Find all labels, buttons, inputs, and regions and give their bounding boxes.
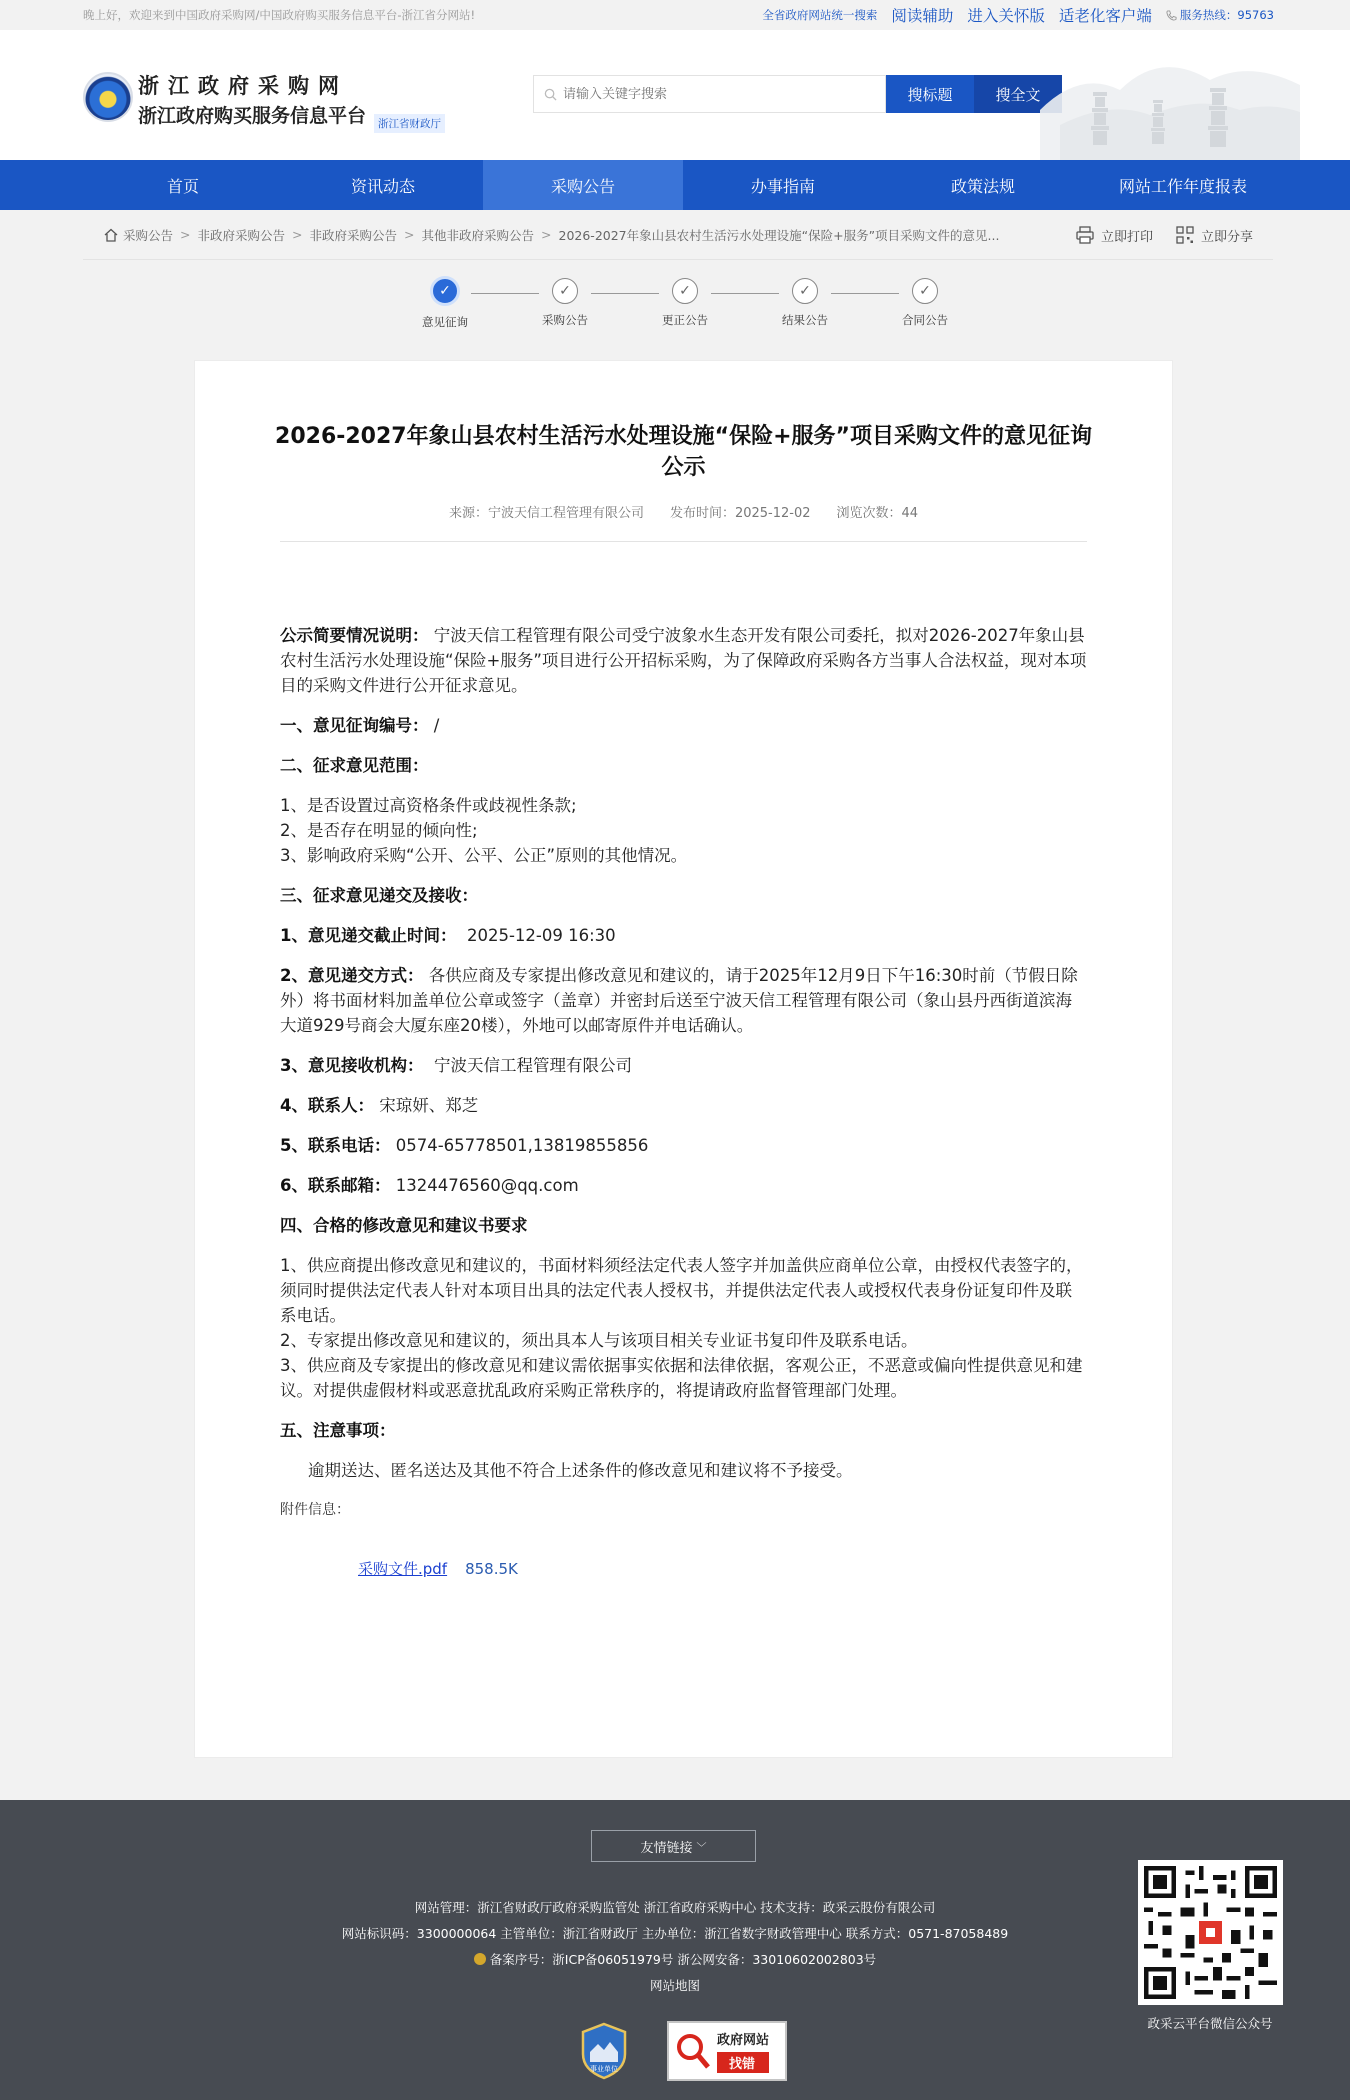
step-procurement-notice[interactable] <box>539 278 591 328</box>
search-fulltext-button[interactable]: 搜全文 <box>974 75 1062 113</box>
section-submission-heading <box>280 883 1087 908</box>
list-item: 2、是否存在明显的倾向性; <box>280 821 478 840</box>
footer-site-id-line: 网站标识码：3300000064 主管单位：浙江省财政厅 主办单位：浙江省数字财政管理中心 联系方式：0571-87058489 <box>341 1926 1009 1941</box>
breadcrumb-item[interactable]: 非政府采购公告 <box>309 227 398 243</box>
search-icon <box>544 88 557 101</box>
search-box <box>533 75 886 113</box>
receiving-org-value: 宁波天信工程管理有限公司 <box>433 1056 632 1075</box>
printer-icon <box>1075 225 1095 245</box>
top-links <box>762 4 1274 26</box>
friend-links-dropdown[interactable] <box>591 1830 756 1862</box>
article-card <box>194 360 1173 1758</box>
article-views: 浏览次数：44 <box>836 506 919 521</box>
step-label: 合同公告 <box>902 313 948 327</box>
badge-text: 事业单位 <box>590 2065 618 2073</box>
attachment-row <box>358 1557 1087 1582</box>
sitemap-link[interactable]: 网站地图 <box>649 1978 700 1993</box>
pagoda-landscape-decoration <box>1040 30 1300 160</box>
search-input[interactable] <box>563 87 863 102</box>
print-button[interactable] <box>1075 225 1153 245</box>
public-institution-badge[interactable] <box>580 2022 628 2080</box>
step-result-notice[interactable] <box>779 278 831 328</box>
step-correction-notice[interactable] <box>659 278 711 328</box>
list-item: 1、供应商提出修改意见和建议的，书面材料须经法定代表人签字并加盖供应商单位公章，由授权代表签字的，须同时提供法定代表人针对本项目出具的法定代表人授权书，并提供法定代表人或授权代表身份证复印件及联系电话。 <box>280 1256 1083 1325</box>
nav-home[interactable]: 首页 <box>166 176 199 196</box>
care-version-link[interactable]: 进入关怀版 <box>967 7 1045 25</box>
footer-record-text[interactable]: 备案序号：浙ICP备06051979号 浙公网安备：33010602002803号 <box>489 1952 877 1967</box>
find-error-label: 找错 <box>717 2052 769 2073</box>
wechat-qr-code <box>1138 1860 1283 2005</box>
site-name-line2: 浙江政府购买服务信息平台 <box>138 105 367 127</box>
summary-text: 宁波天信工程管理有限公司受宁波象水生态开发有限公司委托，拟对2026-2027年象山县农村生活污水处理设施“保险+服务”项目进行公开招标采购，为了保障政府采购各方当事人合法权益，现对本项目的采购文件进行公开征求意见。 <box>280 626 1087 695</box>
check-icon: ✓ <box>912 278 938 304</box>
list-item: 2、专家提出修改意见和建议的，须出具本人与该项目相关专业证书复印件及联系电话。 <box>280 1331 918 1350</box>
step-label: 更正公告 <box>662 313 708 327</box>
breadcrumb-item[interactable]: 采购公告 <box>123 227 174 243</box>
breadcrumb-item[interactable]: 非政府采购公告 <box>197 227 286 243</box>
step-label: 意见征询 <box>422 315 468 329</box>
section-heading: 五、注意事项： <box>280 1421 396 1440</box>
magnifier-icon <box>675 2031 711 2071</box>
section-heading: 二、征求意见范围： <box>280 756 429 775</box>
section-heading: 三、征求意见递交及接收： <box>280 886 478 905</box>
nav-procurement-notices[interactable]: 采购公告 <box>483 160 683 210</box>
article-publish-time: 发布时间：2025-12-02 <box>669 506 811 521</box>
nav-annual-report[interactable]: 网站工作年度报表 <box>1118 176 1247 196</box>
hotline <box>1166 7 1274 23</box>
site-name[interactable] <box>138 70 366 128</box>
emblem-icon <box>474 1953 486 1965</box>
list-item: 3、供应商及专家提出的修改意见和建议需依据事实依据和法律依据，客观公正，不恶意或偏向性提供意见和建议。对提供虚假材料或恶意扰乱政府采购正常秩序的，将提请政府监督管理部门处理。 <box>280 1356 1083 1400</box>
submission-method-row <box>280 963 1087 1038</box>
field-label: 5、联系电话： <box>280 1136 391 1155</box>
consultation-number: / <box>433 716 440 735</box>
province-search-link[interactable]: 全省政府网站统一搜索 <box>762 8 878 22</box>
deadline-row <box>280 923 1087 948</box>
field-label: 3、意见接收机构： <box>280 1056 424 1075</box>
receiving-org-row <box>280 1053 1087 1078</box>
attachment-label: 附件信息： <box>280 1502 350 1518</box>
qr-caption: 政采云平台微信公众号 <box>1147 2016 1273 2031</box>
nav-policies[interactable]: 政策法规 <box>950 176 1015 196</box>
phone-value: 0574-65778501,13819855856 <box>395 1136 649 1155</box>
contact-value: 宋琼妍、郑芝 <box>379 1096 479 1115</box>
check-icon: ✓ <box>552 278 578 304</box>
check-icon: ✓ <box>430 276 460 306</box>
chevron-down-icon: ﹀ <box>696 1842 707 1854</box>
step-consultation[interactable] <box>419 278 471 330</box>
email-row <box>280 1173 1087 1198</box>
site-logo[interactable] <box>83 72 133 122</box>
step-connector <box>711 293 779 294</box>
breadcrumb-item[interactable]: 其他非政府采购公告 <box>421 227 535 243</box>
elder-client-link[interactable]: 适老化客户端 <box>1058 7 1152 25</box>
field-label: 6、联系邮箱： <box>280 1176 391 1195</box>
requirements-list <box>280 1253 1087 1403</box>
divider <box>280 541 1087 542</box>
summary-label: 公示简要情况说明： <box>280 626 429 645</box>
attachment-size: 858.5K <box>465 1560 518 1578</box>
article-meta <box>195 502 1172 521</box>
article-title: 2026-2027年象山县农村生活污水处理设施“保险+服务”项目采购文件的意见征询公示 <box>275 424 1092 480</box>
main-nav <box>0 160 1350 210</box>
article-source: 来源：宁波天信工程管理有限公司 <box>448 506 644 521</box>
phone-row <box>280 1133 1087 1158</box>
top-bar <box>0 0 1350 30</box>
step-connector <box>591 293 659 294</box>
gov-site-error-report-badge[interactable] <box>667 2021 787 2081</box>
nav-news[interactable]: 资讯动态 <box>350 176 415 196</box>
home-icon[interactable] <box>103 227 119 243</box>
summary-paragraph <box>280 623 1087 698</box>
search-title-button[interactable]: 搜标题 <box>886 75 974 113</box>
list-item: 1、是否设置过高资格条件或歧视性条款; <box>280 796 577 815</box>
qr-share-icon <box>1175 225 1195 245</box>
share-label: 立即分享 <box>1200 229 1253 245</box>
step-connector <box>471 293 539 294</box>
email-value: 1324476560@qq.com <box>395 1176 579 1195</box>
friend-links-label: 友情链接 <box>640 1840 693 1856</box>
reading-aid-link[interactable]: 阅读辅助 <box>891 7 954 25</box>
notes-text: 逾期送达、匿名送达及其他不符合上述条件的修改意见和建议将不予接受。 <box>308 1461 853 1480</box>
breadcrumb: 采购公告 > 非政府采购公告 > 非政府采购公告 > 其他非政府采购公告 > 2026-2027年象山县农村生活污水处理设施“保险+服务”项目采购文件的意见... 立即打印 立即分享 <box>83 210 1273 260</box>
check-icon: ✓ <box>672 278 698 304</box>
nav-guide[interactable]: 办事指南 <box>750 176 815 196</box>
qr-code-image <box>1144 1866 1277 1999</box>
scope-list <box>280 793 1087 868</box>
step-connector <box>831 293 899 294</box>
site-name-line1: 浙江政府采购网 <box>138 74 348 98</box>
section-notes-heading <box>280 1418 1087 1443</box>
print-label: 立即打印 <box>1100 229 1153 245</box>
phone-icon <box>1166 10 1177 21</box>
footer-management-line: 网站管理：浙江省财政厅政府采购监管处 浙江省政府采购中心 技术支持：政采云股份有限公司 <box>414 1900 936 1915</box>
section-requirements-heading <box>280 1213 1087 1238</box>
header <box>0 30 1350 160</box>
list-item: 3、影响政府采购“公开、公平、公正”原则的其他情况。 <box>280 846 688 865</box>
section-heading: 四、合格的修改意见和建议书要求 <box>280 1216 528 1235</box>
notice-progress-steps <box>419 278 951 330</box>
section-consultation-number <box>280 713 1087 738</box>
gov-site-label: 政府网站 <box>717 2033 770 2048</box>
section-heading: 一、意见征询编号： <box>280 716 429 735</box>
contact-row <box>280 1093 1087 1118</box>
step-label: 采购公告 <box>542 313 588 327</box>
step-contract-notice[interactable] <box>899 278 951 328</box>
field-label: 1、意见递交截止时间： <box>280 926 457 945</box>
attachment-link[interactable]: 采购文件.pdf <box>358 1560 448 1578</box>
check-icon: ✓ <box>792 278 818 304</box>
section-scope-heading <box>280 753 1087 778</box>
field-label: 2、意见递交方式： <box>280 966 424 985</box>
breadcrumb-current: 2026-2027年象山县农村生活污水处理设施“保险+服务”项目采购文件的意见... <box>558 227 1000 243</box>
step-label: 结果公告 <box>782 313 828 327</box>
deadline-value: 2025-12-09 16:30 <box>466 926 616 945</box>
welcome-text: 晚上好，欢迎来到中国政府采购网/中国政府购买服务信息平台-浙江省分网站! <box>83 8 476 22</box>
finance-dept-tag: 浙江省财政厅 <box>374 114 445 133</box>
article-body <box>280 623 1087 1582</box>
field-label: 4、联系人： <box>280 1096 374 1115</box>
footer <box>0 1800 1350 2100</box>
hotline-text: 服务热线：95763 <box>1179 8 1274 22</box>
share-button[interactable] <box>1175 225 1253 245</box>
submission-method-value: 各供应商及专家提出修改意见和建议的，请于2025年12月9日下午16:30时前（节假日除外）将书面材料加盖单位公章或签字（盖章）并密封后送至宁波天信工程管理有限公司（象山县丹西街道滨海大道929号商会大厦东座20楼），外地可以邮寄原件并电话确认。 <box>280 966 1078 1035</box>
